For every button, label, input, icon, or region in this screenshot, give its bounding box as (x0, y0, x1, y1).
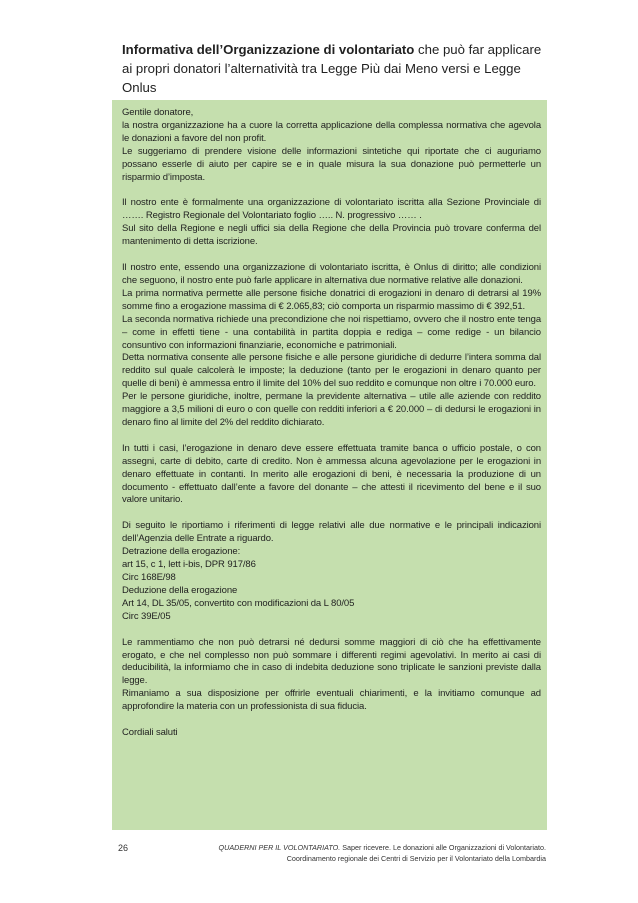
legal-reference: art 15, c 1, lett i-bis, DPR 917/86 (122, 559, 256, 571)
paragraph-gap (122, 249, 541, 262)
legal-reference: Circ 168E/98 (122, 572, 176, 583)
footer (216, 843, 546, 864)
paragraph-gap (122, 714, 541, 727)
salutation: Gentile donatore, (122, 107, 194, 118)
footer-publisher: Coordinamento regionale dei Centri di Servizio per il Volontariato della Lombardia (286, 853, 546, 863)
footer-subtitle: Saper ricevere. Le donazioni alle Organizzazioni di Volontariato. (340, 843, 546, 852)
footer-line-1 (216, 843, 546, 854)
footer-series: QUADERNI PER IL VOLONTARIATO. (218, 843, 341, 852)
paragraph-gap (122, 507, 541, 520)
legal-reference: Circ 39E/05 (122, 610, 171, 622)
paragraph: Di seguito le riportiamo i riferimenti di legge relativi alle due normative e le principali indicazioni dell’Agenzia delle Entrate a riguardo. (122, 520, 541, 545)
paragraph: In tutti i casi, l’erogazione in denaro deve essere effettuata tramite banca o ufficio postale, o con assegni, carte di debito, carte di credito. Non è ammessa alcuna agevolazione per le erogazioni in denaro effettuate in contanti. In merito alle erogazioni di beni, è necessaria la produzione di un documento - effettuato dall’ente a favore del donante – che attesti il ricevimento del bene e il suo valore unitario. (122, 442, 541, 506)
paragraph: Rimaniamo a sua disposizione per offrirle eventuali chiarimenti, e la invitiamo comunque ad approfondire la materia con un professionista di sua fiducia. (122, 688, 541, 713)
paragraph: Sul sito della Regione e negli uffici sia della Regione che della Provincia può trovare conferma del mantenimento di detta iscrizione. (122, 223, 541, 248)
title-bold: Informativa dell’Organizzazione di volontariato (122, 42, 415, 57)
legal-reference: Deduzione della erogazione (122, 584, 238, 596)
title-rest: che può far applicare ai propri donatori l’alternatività tra Legge Più dai Meno versi e Legge Onlus (122, 42, 542, 95)
paragraph: Detta normativa consente alle persone fisiche e alle persone giuridiche di dedurre l’intera somma dal reddito sul quale calcolerà le imposte; la deduzione (tanto per le erogazioni in denaro quanto per quelle di beni) è ammessa entro il limite del 10% del suo reddito e comunque non oltre i 70.000 euro. (122, 352, 541, 390)
paragraph-gap (122, 624, 541, 637)
paragraph-gap (122, 430, 541, 443)
paragraph: Il nostro ente, essendo una organizzazione di volontariato iscritta, è Onlus di diritto; alle condizioni che seguono, il nostro ente può farle applicare in alternativa due normative relative alle donazioni. (122, 262, 541, 286)
paragraph: Il nostro ente è formalmente una organizzazione di volontariato iscritta alla Sezione Provinciale di ……. Registro Regionale del Volontariato foglio ….. N. progressivo …… . (122, 197, 541, 222)
paragraph: Le suggeriamo di prendere visione delle informazioni sintetiche qui riportate che ci auguriamo possano esserle di aiuto per capire se e in quale misura la sua donazione può permetterle un risparmio d’imposta. (122, 145, 541, 183)
closing: Cordiali saluti (122, 727, 178, 739)
legal-reference: Detrazione della erogazione: (122, 546, 241, 558)
legal-reference: Art 14, DL 35/05, convertito con modificazioni da L 80/05 (122, 597, 355, 609)
document-title (122, 40, 547, 97)
page-number: 26 (118, 843, 129, 853)
paragraph: La seconda normativa richiede una precondizione che noi rispettiamo, ovvero che il nostro ente tenga – come in effetti tiene - una contabilità in partita doppia e rediga – come redige - un bilancio consuntivo con informazioni finanziarie, economiche e patrimoniali. (122, 313, 541, 351)
paragraph: Le rammentiamo che non può detrarsi né dedursi somme maggiori di ciò che ha effettivamente erogato, e che nel complesso non può sommare i differenti regimi agevolativi. In merito ai casi di deducibilità, la informiamo che in caso di indebita deduzione sono triplicate le sanzioni previste dalla legge. (122, 636, 541, 687)
paragraph-gap (122, 184, 541, 197)
letter-box (112, 100, 547, 830)
paragraph: la nostra organizzazione ha a cuore la corretta applicazione della complessa normativa che agevola le donazioni a favore del non profit. (122, 119, 541, 144)
paragraph: La prima normativa permette alle persone fisiche donatrici di erogazioni in denaro di detrarsi al 19% somme fino a erogazione massima di € 2.065,83; ciò comporta un risparmio massimo di € 392,51. (122, 287, 541, 312)
paragraph: Per le persone giuridiche, inoltre, permane la previdente alternativa – utile alle aziende con reddito maggiore a 3,5 milioni di euro o con quelle con redditi inferiori a € 20.000 – di dedursi le erogazioni in denaro fino al limite del 2% del reddito dichiarato. (122, 391, 541, 428)
